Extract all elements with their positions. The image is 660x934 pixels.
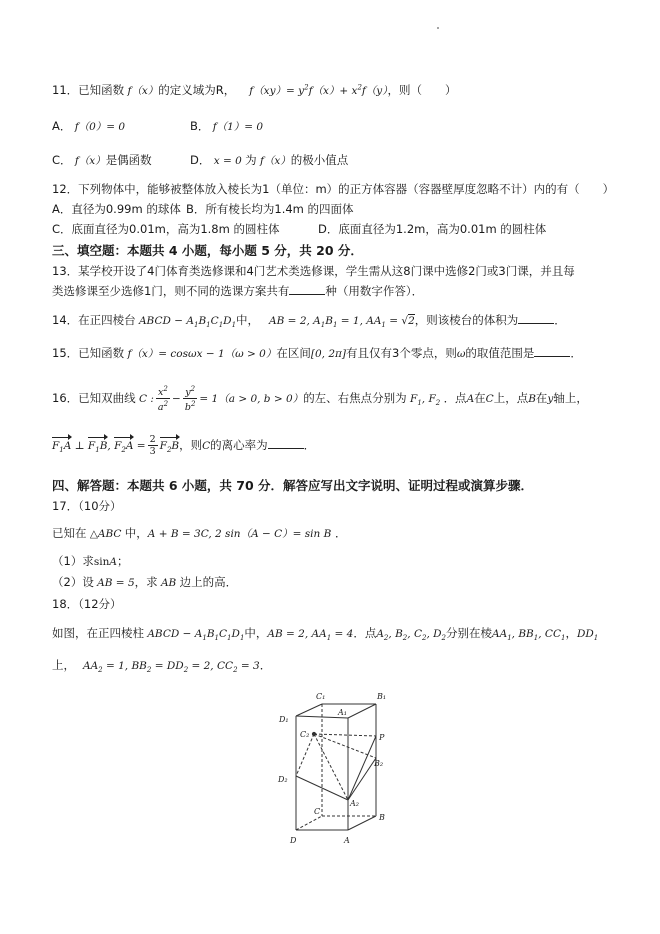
q18-stem-cont: 上， $AA_2 = 1$, $BB_2 = DD_2 = 2$, $CC_2 = 3$． xyxy=(52,658,272,675)
q12-choices-cd: C．底面直径为0.01m，高为1.8m 的圆柱体 D．底面直径为1.2m，高为0.01m 的圆柱体 xyxy=(52,222,547,236)
q11-stem: 11．已知函数 f（x）的定义域为R， $f(xy)= y^2f(x)+ x^2f(y)$，则（ ） xyxy=(52,83,457,97)
q17-part2: （2）设 AB = 5，求 AB 边上的高． xyxy=(52,575,238,589)
label-c2: C₂ xyxy=(300,730,310,739)
q11-choices-cd: C． f（x）是偶函数 D． x = 0 为 f（x）的极小值点 xyxy=(52,153,349,167)
label-a1: A₁ xyxy=(338,708,347,717)
q18-head: 18．（12分） xyxy=(52,597,122,611)
edge-b1a1 xyxy=(348,704,376,718)
edge-dc xyxy=(296,816,322,830)
q13-line2: 类选修课至少选修1门，则不同的选课方案共有 种（用数字作答）． xyxy=(52,284,424,298)
q12-choices-ab: A．直径为0.99m 的球体 B．所有棱长均为1.4m 的四面体 xyxy=(52,202,354,216)
q11-choices-ab: A． f（0）= 0 B． f（1）= 0 xyxy=(52,119,264,133)
label-b1: B₁ xyxy=(377,692,386,701)
edge-ab xyxy=(348,816,376,830)
label-a2: A₂ xyxy=(350,799,359,808)
label-a: A xyxy=(344,836,350,845)
q16-line1: 16．已知双曲线 C : $\frac{x^2}{a^2}$ − $\frac{y^2}{b^2}$ = 1（a > 0, b > 0）的左、右焦点分别为 $F_1$, $F_2$ ．点A在C上，点B在y轴上， xyxy=(52,385,588,414)
q15-line: 15．已知函数 f（x）= cosωx − 1（ω > 0）在区间[0, 2π]有且仅有3个零点，则ω的取值范围是 ． xyxy=(52,346,582,360)
section-pa2 xyxy=(348,736,376,800)
point-c2 xyxy=(312,732,315,735)
section-fill-blank-heading: 三、填空题：本题共 4 小题，每小题 5 分，共 20 分． xyxy=(52,243,363,258)
label-d1: D₁ xyxy=(279,715,289,724)
q14-answer-blank[interactable] xyxy=(518,313,554,324)
q13-answer-blank[interactable] xyxy=(289,284,325,295)
q14-line: 14．在正四棱台 ABCD − $A_1B_1C_1D_1$中， AB = 2, $A_1B_1 = 1$, $AA_1 = √2$，则该棱台的体积为 ． xyxy=(52,313,566,330)
label-c: C xyxy=(314,807,321,816)
edge-d1c1 xyxy=(296,704,322,716)
q18-stem: 如图，在正四棱柱 ABCD − $A_1B_1C_1D_1$中，AB = 2, $AA_1 = 4$．点$A_2$, $B_2$, $C_2$, $D_2$分别在棱$AA_1$, $BB_1$, $CC_1$，$DD_1$ xyxy=(52,626,599,643)
scan-speck xyxy=(437,27,439,29)
label-c1: C₁ xyxy=(316,692,326,701)
label-b: B xyxy=(379,813,385,822)
section-c2a2 xyxy=(314,734,348,800)
label-d: D xyxy=(290,836,297,845)
q17-part1: （1）求sinA； xyxy=(52,554,129,568)
label-p: P xyxy=(379,733,385,742)
label-b2: B₂ xyxy=(374,759,384,768)
q16-answer-blank[interactable] xyxy=(268,438,304,449)
section-c2b2 xyxy=(314,734,376,758)
q17-stem: 已知在 △ABC 中，A + B = 3C, 2 sin（A − C）= sin B ． xyxy=(52,526,347,540)
q16-line2: $F_1A$ ⊥ $F_1B$, $F_2A$ = $\frac{2}{3}$ $F_2B$，则C的离心率为 ． xyxy=(52,434,316,457)
section-c2p xyxy=(314,734,376,736)
q17-head: 17．（10分） xyxy=(52,499,122,513)
q12-stem: 12．下列物体中，能够被整体放入棱长为1（单位：m）的正方体容器（容器壁厚度忽略不计）内的有（ ） xyxy=(52,182,615,196)
section-a2b2 xyxy=(348,758,376,800)
prism-figure xyxy=(276,688,386,850)
section-c2d2 xyxy=(296,734,314,776)
q13-line1: 13．某学校开设了4门体育类选修课和4门艺术类选修课，学生需从这8门课中选修2门或3门课，并且每 xyxy=(52,264,575,278)
label-d2: D₂ xyxy=(278,775,288,784)
section-solution-heading: 四、解答题：本题共 6 小题，共 70 分．解答应写出文字说明、证明过程或演算步骤． xyxy=(52,478,534,493)
q15-answer-blank[interactable] xyxy=(534,346,570,357)
